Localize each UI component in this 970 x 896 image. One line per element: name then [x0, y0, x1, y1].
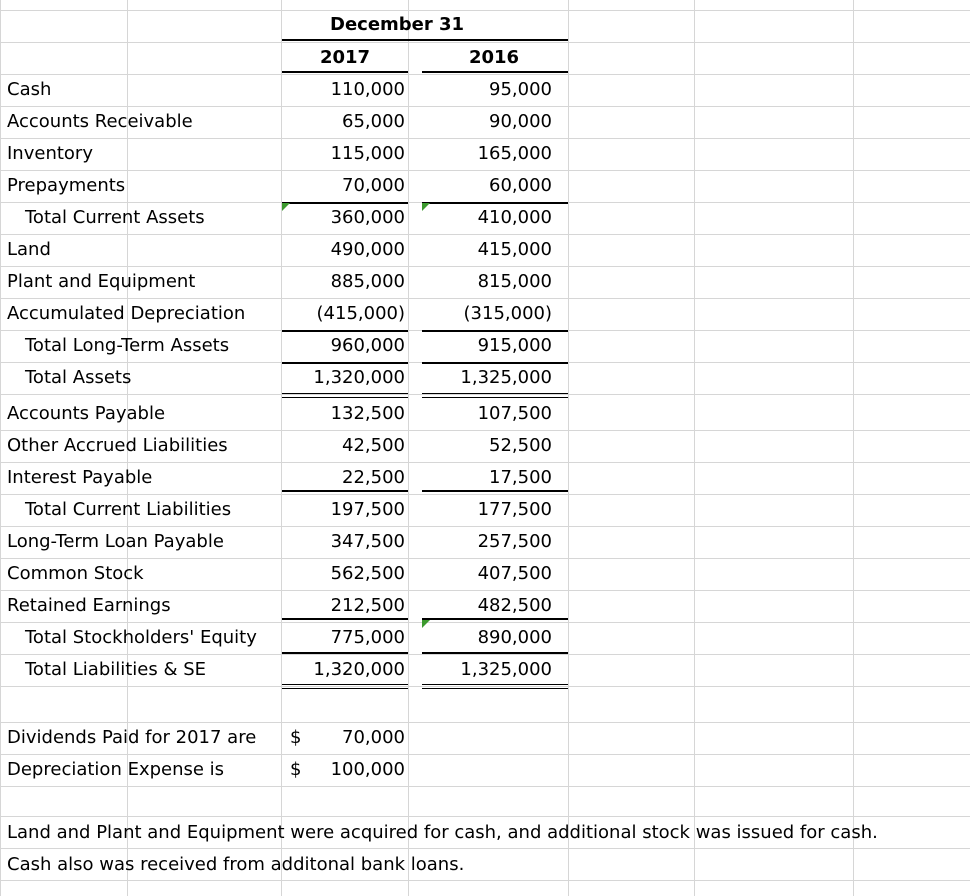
column-header-underline [282, 71, 408, 73]
subtotal-underline [422, 330, 568, 332]
value-2016: 17,500 [489, 467, 552, 488]
row-label: Common Stock [7, 563, 144, 584]
depreciation-label: Depreciation Expense is [7, 759, 225, 780]
value-2017: 490,000 [330, 239, 405, 260]
column-gridline [281, 0, 282, 896]
row-gridline [0, 138, 970, 139]
dividends-label: Dividends Paid for 2017 are [7, 727, 257, 748]
row-gridline [0, 880, 970, 881]
row-gridline [0, 654, 970, 655]
depreciation-currency: $ [290, 759, 302, 780]
value-2017: 42,500 [342, 435, 405, 456]
header-title: December 31 [330, 14, 465, 35]
subtotal-underline [422, 652, 568, 654]
row-label: Interest Payable [7, 467, 153, 488]
value-2016: 95,000 [489, 79, 552, 100]
value-2016: 890,000 [477, 627, 552, 648]
row-label: Accounts Payable [7, 403, 166, 424]
row-gridline [0, 526, 970, 527]
row-gridline [0, 622, 970, 623]
row-gridline [0, 558, 970, 559]
row-gridline [0, 848, 970, 849]
dividends-currency: $ [290, 727, 302, 748]
value-2016: 165,000 [477, 143, 552, 164]
value-2017: 115,000 [330, 143, 405, 164]
value-2016: 407,500 [477, 563, 552, 584]
row-gridline [0, 786, 970, 787]
total-double-underline [282, 393, 408, 398]
subtotal-underline [282, 490, 408, 492]
row-label: Total Assets [25, 367, 132, 388]
column-gridline [568, 0, 569, 896]
row-label: Prepayments [7, 175, 126, 196]
row-label: Accumulated Depreciation [7, 303, 246, 324]
value-2017: 132,500 [330, 403, 405, 424]
row-label: Inventory [7, 143, 93, 164]
total-double-underline [422, 393, 568, 398]
row-gridline [0, 42, 970, 43]
value-2017: (415,000) [316, 303, 405, 324]
row-gridline [0, 430, 970, 431]
value-2016: 482,500 [477, 595, 552, 616]
row-gridline [0, 170, 970, 171]
row-label: Retained Earnings [7, 595, 171, 616]
value-2017: 360,000 [330, 207, 405, 228]
value-2016: 107,500 [477, 403, 552, 424]
value-2017: 775,000 [330, 627, 405, 648]
row-label: Other Accrued Liabilities [7, 435, 228, 456]
subtotal-underline [282, 362, 408, 364]
column-gridline [408, 0, 409, 896]
value-2017: 960,000 [330, 335, 405, 356]
value-2017: 347,500 [330, 531, 405, 552]
column-header-2016: 2016 [468, 47, 520, 68]
row-gridline [0, 298, 970, 299]
subtotal-underline [422, 490, 568, 492]
row-label: Plant and Equipment [7, 271, 196, 292]
value-2016: 257,500 [477, 531, 552, 552]
column-gridline [853, 0, 854, 896]
value-2016: 1,325,000 [460, 659, 552, 680]
subtotal-underline [422, 362, 568, 364]
row-gridline [0, 74, 970, 75]
value-2016: 815,000 [477, 271, 552, 292]
value-2017: 65,000 [342, 111, 405, 132]
row-label: Total Liabilities & SE [25, 659, 207, 680]
row-gridline [0, 816, 970, 817]
row-label: Accounts Receivable [7, 111, 193, 132]
cell-warning-flag-icon[interactable] [422, 203, 430, 211]
note-line: Cash also was received from additonal bank loans. [7, 854, 465, 875]
subtotal-underline [282, 652, 408, 654]
value-2017: 70,000 [342, 175, 405, 196]
value-2016: 410,000 [477, 207, 552, 228]
row-gridline [0, 234, 970, 235]
value-2016: 90,000 [489, 111, 552, 132]
row-label: Total Current Liabilities [25, 499, 232, 520]
value-2016: 52,500 [489, 435, 552, 456]
row-gridline [0, 494, 970, 495]
value-2016: 1,325,000 [460, 367, 552, 388]
note-line: Land and Plant and Equipment were acquired for cash, and additional stock was issued for cash. [7, 822, 878, 843]
subtotal-underline [282, 202, 408, 204]
value-2017: 22,500 [342, 467, 405, 488]
row-label: Total Long-Term Assets [25, 335, 230, 356]
value-2016: 60,000 [489, 175, 552, 196]
row-label: Cash [7, 79, 52, 100]
column-gridline [694, 0, 695, 896]
row-gridline [0, 590, 970, 591]
value-2017: 885,000 [330, 271, 405, 292]
value-2017: 110,000 [330, 79, 405, 100]
dividends-value: 70,000 [342, 727, 405, 748]
cell-warning-flag-icon[interactable] [422, 620, 430, 628]
column-header-2017: 2017 [319, 47, 371, 68]
value-2017: 1,320,000 [313, 659, 405, 680]
value-2016: 415,000 [477, 239, 552, 260]
cell-warning-flag-icon[interactable] [282, 203, 290, 211]
value-2016: (315,000) [463, 303, 552, 324]
row-label: Long-Term Loan Payable [7, 531, 224, 552]
value-2017: 1,320,000 [313, 367, 405, 388]
total-double-underline [422, 684, 568, 689]
value-2016: 915,000 [477, 335, 552, 356]
row-gridline [0, 754, 970, 755]
value-2017: 212,500 [330, 595, 405, 616]
row-label: Total Stockholders' Equity [25, 627, 257, 648]
subtotal-underline [282, 618, 408, 620]
row-label: Total Current Assets [25, 207, 205, 228]
value-2017: 197,500 [330, 499, 405, 520]
row-gridline [0, 722, 970, 723]
subtotal-underline [282, 330, 408, 332]
subtotal-underline [422, 202, 568, 204]
row-gridline [0, 10, 970, 11]
column-gridline [0, 0, 1, 896]
row-label: Land [7, 239, 51, 260]
row-gridline [0, 266, 970, 267]
value-2016: 177,500 [477, 499, 552, 520]
column-header-underline [422, 71, 568, 73]
row-gridline [0, 106, 970, 107]
row-gridline [0, 462, 970, 463]
subtotal-underline [422, 618, 568, 620]
header-underline [282, 39, 568, 41]
depreciation-value: 100,000 [330, 759, 405, 780]
value-2017: 562,500 [330, 563, 405, 584]
total-double-underline [282, 684, 408, 689]
